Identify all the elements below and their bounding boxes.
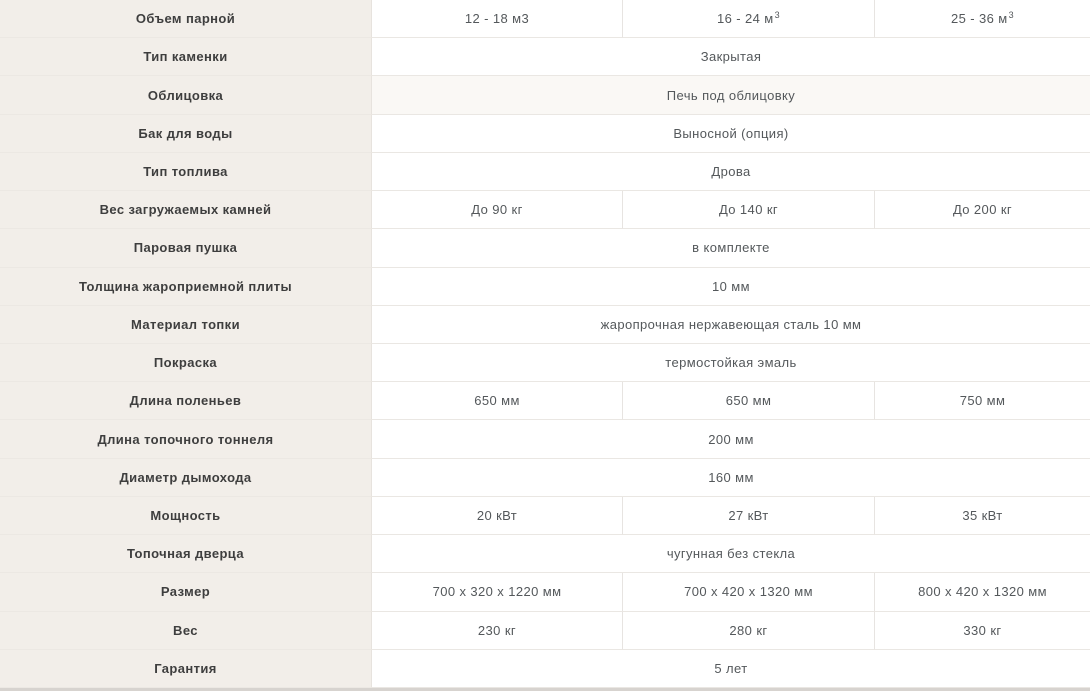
spec-row [0,306,1090,344]
spec-label: Паровая пушка [0,229,372,267]
spec-value [875,612,1090,650]
spec-label: Облицовка [0,76,372,114]
spec-value-text: 650 мм [474,393,520,409]
spec-value [875,573,1090,611]
spec-value-text: 330 кг [963,622,1002,638]
spec-row [0,191,1090,229]
spec-row [0,459,1090,497]
spec-row [0,535,1090,573]
spec-label: Топочная дверца [0,535,372,573]
spec-row [0,382,1090,420]
spec-value-span: Закрытая [372,38,1090,76]
spec-label: Толщина жароприемной плиты [0,268,372,306]
spec-value-text: 230 кг [477,622,517,638]
spec-value [372,0,623,38]
spec-value-span: жаропрочная нержавеющая сталь 10 мм [372,306,1090,344]
spec-value [875,497,1090,535]
spec-row [0,153,1090,191]
spec-label: Диаметр дымохода [0,459,372,497]
spec-value-text: 280 кг [729,622,768,638]
spec-value-span: Выносной (опция) [372,115,1090,153]
spec-row [0,344,1090,382]
spec-row [0,115,1090,153]
spec-value [875,382,1090,420]
spec-value-text: 25 - 36 м [950,11,1008,27]
spec-value [623,497,875,535]
spec-value-text: 650 мм [725,393,772,409]
spec-value [372,573,623,611]
spec-value [875,191,1090,229]
spec-value [623,382,875,420]
spec-row [0,76,1090,114]
spec-row [0,612,1090,650]
spec-row [0,0,1090,38]
spec-row [0,497,1090,535]
spec-value [372,612,623,650]
spec-value-text: 800 x 420 x 1320 мм [918,584,1047,600]
spec-value-text: 27 кВт [728,507,769,523]
spec-label: Длина поленьев [0,382,372,420]
spec-row [0,229,1090,267]
spec-label: Покраска [0,344,372,382]
spec-row [0,420,1090,458]
spec-value-text: 750 мм [959,393,1006,409]
spec-value: 25 - 36 м $^3$ [875,0,1090,38]
spec-value [623,191,875,229]
spec-row [0,573,1090,611]
spec-label: Бак для воды [0,115,372,153]
spec-label: Размер [0,573,372,611]
spec-value [372,191,623,229]
spec-label: Тип топлива [0,153,372,191]
spec-label: Мощность [0,497,372,535]
spec-value-text: До 200 кг [952,202,1013,218]
spec-label: Объем парной [0,0,372,38]
spec-value-span: Дрова [372,153,1090,191]
spec-value-text: 20 кВт [476,507,518,523]
spec-value [623,573,875,611]
spec-value-span: 10 мм [372,268,1090,306]
spec-value-text: 16 - 24 м [716,11,774,27]
spec-value-span: в комплекте [372,229,1090,267]
spec-value: 16 - 24 м $^3$ [623,0,875,38]
spec-value-span: 200 мм [372,420,1090,458]
spec-value-text: До 90 кг [471,202,523,218]
spec-row [0,38,1090,76]
spec-value-span: чугунная без стекла [372,535,1090,573]
spec-row [0,268,1090,306]
spec-value-span: 160 мм [372,459,1090,497]
spec-value-span: 5 лет [372,650,1090,688]
spec-value-text: 700 x 420 x 1320 мм [684,584,813,600]
spec-label: Материал топки [0,306,372,344]
spec-value-text: 35 кВт [962,507,1003,523]
spec-value [623,612,875,650]
spec-value-text: До 140 кг [718,202,779,218]
spec-value-span: Печь под облицовку [372,76,1090,114]
spec-value [372,497,623,535]
spec-value-text: 700 x 320 x 1220 мм [432,584,562,600]
spec-label: Гарантия [0,650,372,688]
spec-value [372,382,623,420]
spec-value-text: 12 - 18 м3 [464,11,530,27]
spec-row [0,650,1090,688]
spec-label: Тип каменки [0,38,372,76]
spec-label: Вес загружаемых камней [0,191,372,229]
spec-label: Вес [0,612,372,650]
spec-label: Длина топочного тоннеля [0,420,372,458]
spec-value-span: термостойкая эмаль [372,344,1090,382]
